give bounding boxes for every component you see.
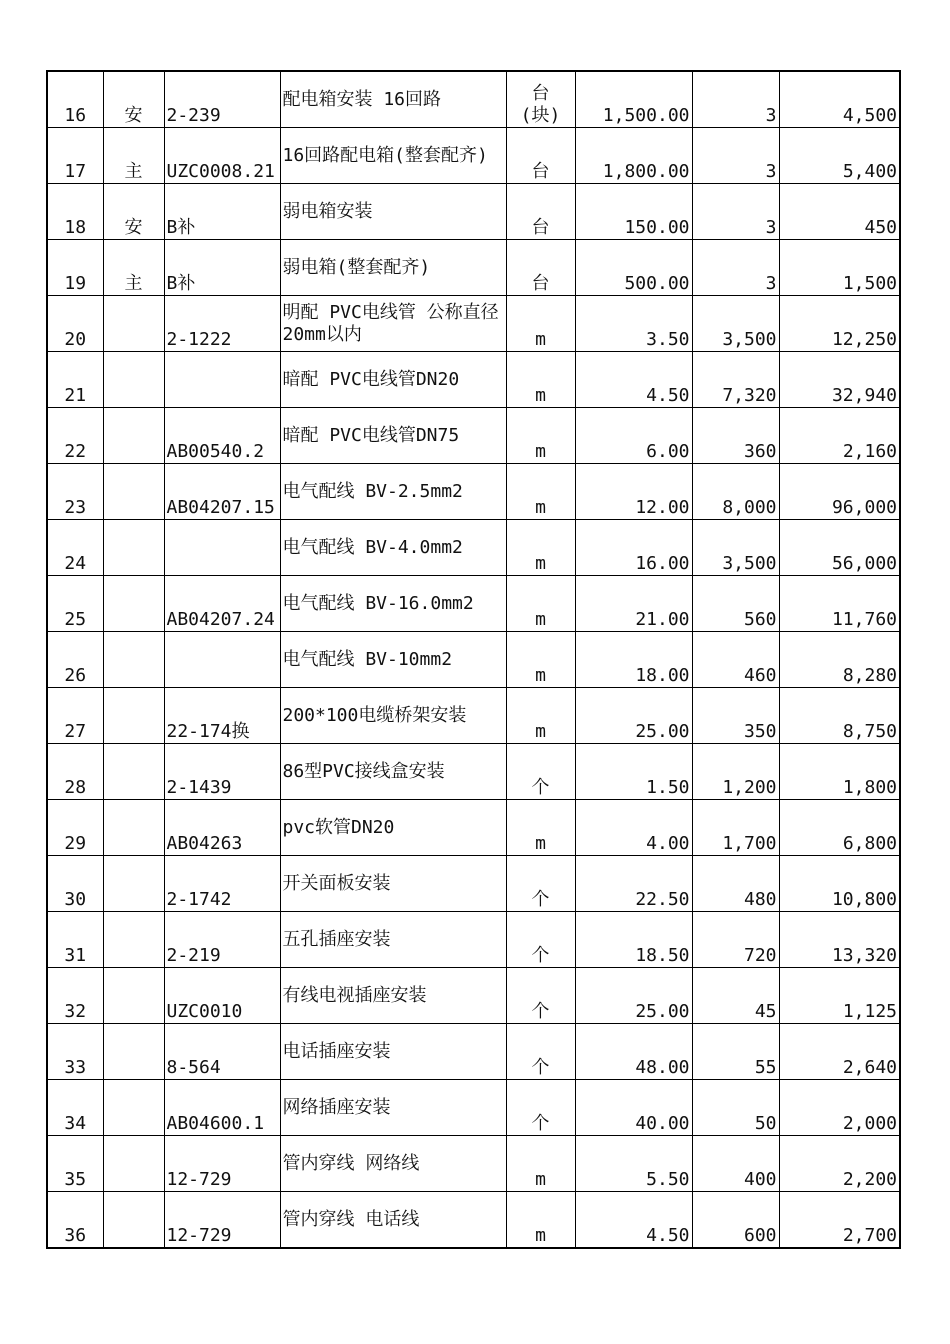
item-type-cell [103,1192,164,1249]
quota-code-cell: 2-1439 [164,744,280,800]
item-type-cell [103,1136,164,1192]
item-type-cell [103,1080,164,1136]
item-name-cell: 弱电箱(整套配齐) [280,240,506,296]
total-cell: 2,160 [779,408,900,464]
quota-code-cell: AB04207.15 [164,464,280,520]
row-number-cell: 21 [47,352,103,408]
table-row [47,632,900,688]
item-name-cell: 管内穿线 电话线 [280,1192,506,1249]
unit-price-cell: 150.00 [575,184,692,240]
unit-price-cell: 40.00 [575,1080,692,1136]
item-name-cell: 开关面板安装 [280,856,506,912]
table-row [47,688,900,744]
table-row [47,128,900,184]
quantity-cell: 3 [692,71,779,128]
table-row [47,912,900,968]
table-row [47,520,900,576]
item-name-cell: 五孔插座安装 [280,912,506,968]
item-type-cell: 主 [103,240,164,296]
item-type-cell: 安 [103,71,164,128]
item-name-cell: 有线电视插座安装 [280,968,506,1024]
total-cell: 8,280 [779,632,900,688]
item-type-cell [103,912,164,968]
unit-price-cell: 4.50 [575,352,692,408]
item-type-cell [103,520,164,576]
total-cell: 96,000 [779,464,900,520]
item-name-cell: 电气配线 BV-2.5mm2 [280,464,506,520]
total-cell: 8,750 [779,688,900,744]
item-name-cell: 配电箱安装 16回路 [280,71,506,128]
unit-price-cell: 6.00 [575,408,692,464]
total-cell: 12,250 [779,296,900,352]
unit-cell: 个 [506,1080,575,1136]
item-name-cell: 86型PVC接线盒安装 [280,744,506,800]
unit-cell: m [506,408,575,464]
row-number-cell: 16 [47,71,103,128]
quota-code-cell: 8-564 [164,1024,280,1080]
unit-cell: m [506,464,575,520]
table-row [47,71,900,128]
item-type-cell [103,352,164,408]
table-row [47,1192,900,1249]
table-row [47,744,900,800]
unit-cell: 个 [506,856,575,912]
unit-price-cell: 21.00 [575,576,692,632]
quantity-cell: 3 [692,184,779,240]
row-number-cell: 18 [47,184,103,240]
item-type-cell [103,856,164,912]
row-number-cell: 26 [47,632,103,688]
unit-price-cell: 500.00 [575,240,692,296]
quantity-cell: 560 [692,576,779,632]
item-type-cell [103,800,164,856]
quantity-cell: 45 [692,968,779,1024]
row-number-cell: 31 [47,912,103,968]
row-number-cell: 23 [47,464,103,520]
total-cell: 56,000 [779,520,900,576]
item-name-cell: 明配 PVC电线管 公称直径 20mm以内 [280,296,506,352]
total-cell: 1,125 [779,968,900,1024]
item-name-cell: 电气配线 BV-4.0mm2 [280,520,506,576]
quota-code-cell: UZC0010 [164,968,280,1024]
total-cell: 2,200 [779,1136,900,1192]
quantity-cell: 3,500 [692,520,779,576]
unit-price-cell: 1,800.00 [575,128,692,184]
unit-price-cell: 25.00 [575,688,692,744]
item-name-cell: 电气配线 BV-10mm2 [280,632,506,688]
unit-price-cell: 12.00 [575,464,692,520]
total-cell: 2,640 [779,1024,900,1080]
row-number-cell: 30 [47,856,103,912]
quota-code-cell: B补 [164,184,280,240]
item-type-cell [103,688,164,744]
row-number-cell: 35 [47,1136,103,1192]
total-cell: 10,800 [779,856,900,912]
unit-cell: m [506,1136,575,1192]
quota-code-cell: AB00540.2 [164,408,280,464]
total-cell: 2,700 [779,1192,900,1249]
quota-code-cell: AB04600.1 [164,1080,280,1136]
total-cell: 13,320 [779,912,900,968]
unit-cell: 台 [506,240,575,296]
item-type-cell [103,408,164,464]
row-number-cell: 33 [47,1024,103,1080]
row-number-cell: 32 [47,968,103,1024]
quantity-cell: 3 [692,240,779,296]
total-cell: 2,000 [779,1080,900,1136]
quota-code-cell: UZC0008.21 [164,128,280,184]
quantity-cell: 360 [692,408,779,464]
estimate-table [46,70,901,1249]
table-row [47,968,900,1024]
quota-code-cell [164,520,280,576]
item-type-cell [103,744,164,800]
table-body [47,71,900,1248]
quota-code-cell: AB04263 [164,800,280,856]
table-row [47,576,900,632]
unit-cell: m [506,688,575,744]
item-name-cell: 200*100电缆桥架安装 [280,688,506,744]
quantity-cell: 3 [692,128,779,184]
quota-code-cell: 2-219 [164,912,280,968]
unit-price-cell: 1,500.00 [575,71,692,128]
row-number-cell: 20 [47,296,103,352]
row-number-cell: 22 [47,408,103,464]
quota-code-cell: 12-729 [164,1192,280,1249]
quantity-cell: 400 [692,1136,779,1192]
quantity-cell: 480 [692,856,779,912]
unit-price-cell: 16.00 [575,520,692,576]
quota-code-cell: 2-239 [164,71,280,128]
unit-price-cell: 25.00 [575,968,692,1024]
unit-cell: m [506,576,575,632]
unit-cell: 台 [506,184,575,240]
table-row [47,184,900,240]
unit-price-cell: 5.50 [575,1136,692,1192]
row-number-cell: 27 [47,688,103,744]
table-row [47,296,900,352]
unit-price-cell: 18.00 [575,632,692,688]
quota-code-cell: 22-174换 [164,688,280,744]
unit-cell: m [506,520,575,576]
item-type-cell [103,576,164,632]
item-name-cell: 电话插座安装 [280,1024,506,1080]
total-cell: 1,800 [779,744,900,800]
table-row [47,352,900,408]
unit-cell: 台 [506,128,575,184]
quantity-cell: 350 [692,688,779,744]
item-type-cell [103,464,164,520]
total-cell: 1,500 [779,240,900,296]
table-row [47,856,900,912]
item-type-cell [103,968,164,1024]
total-cell: 450 [779,184,900,240]
unit-price-cell: 48.00 [575,1024,692,1080]
row-number-cell: 25 [47,576,103,632]
row-number-cell: 19 [47,240,103,296]
quota-code-cell: 12-729 [164,1136,280,1192]
total-cell: 32,940 [779,352,900,408]
quota-code-cell: 2-1742 [164,856,280,912]
unit-price-cell: 4.00 [575,800,692,856]
unit-cell: m [506,800,575,856]
table-row [47,1136,900,1192]
quota-code-cell [164,632,280,688]
quantity-cell: 3,500 [692,296,779,352]
unit-cell: 台 (块) [506,71,575,128]
unit-cell: m [506,352,575,408]
total-cell: 6,800 [779,800,900,856]
table-row [47,1080,900,1136]
unit-price-cell: 3.50 [575,296,692,352]
unit-cell: m [506,632,575,688]
row-number-cell: 28 [47,744,103,800]
unit-cell: 个 [506,1024,575,1080]
unit-price-cell: 1.50 [575,744,692,800]
item-type-cell: 安 [103,184,164,240]
item-name-cell: 电气配线 BV-16.0mm2 [280,576,506,632]
row-number-cell: 34 [47,1080,103,1136]
item-type-cell [103,296,164,352]
row-number-cell: 29 [47,800,103,856]
total-cell: 5,400 [779,128,900,184]
item-type-cell: 主 [103,128,164,184]
quota-code-cell: AB04207.24 [164,576,280,632]
quantity-cell: 55 [692,1024,779,1080]
quota-code-cell: B补 [164,240,280,296]
item-name-cell: 网络插座安装 [280,1080,506,1136]
unit-cell: m [506,296,575,352]
row-number-cell: 24 [47,520,103,576]
table-row [47,408,900,464]
quantity-cell: 600 [692,1192,779,1249]
quantity-cell: 1,700 [692,800,779,856]
unit-cell: 个 [506,744,575,800]
quota-code-cell: 2-1222 [164,296,280,352]
unit-price-cell: 22.50 [575,856,692,912]
item-name-cell: 暗配 PVC电线管DN75 [280,408,506,464]
item-name-cell: 16回路配电箱(整套配齐) [280,128,506,184]
item-type-cell [103,1024,164,1080]
item-type-cell [103,632,164,688]
quantity-cell: 460 [692,632,779,688]
unit-price-cell: 4.50 [575,1192,692,1249]
unit-cell: 个 [506,912,575,968]
table-row [47,1024,900,1080]
total-cell: 11,760 [779,576,900,632]
quantity-cell: 720 [692,912,779,968]
quantity-cell: 7,320 [692,352,779,408]
table-row [47,464,900,520]
quantity-cell: 8,000 [692,464,779,520]
item-name-cell: 暗配 PVC电线管DN20 [280,352,506,408]
table-row [47,800,900,856]
table-row [47,240,900,296]
item-name-cell: 弱电箱安装 [280,184,506,240]
unit-cell: m [506,1192,575,1249]
quota-code-cell [164,352,280,408]
unit-cell: 个 [506,968,575,1024]
total-cell: 4,500 [779,71,900,128]
quantity-cell: 1,200 [692,744,779,800]
quantity-cell: 50 [692,1080,779,1136]
row-number-cell: 36 [47,1192,103,1249]
unit-price-cell: 18.50 [575,912,692,968]
item-name-cell: 管内穿线 网络线 [280,1136,506,1192]
item-name-cell: pvc软管DN20 [280,800,506,856]
row-number-cell: 17 [47,128,103,184]
